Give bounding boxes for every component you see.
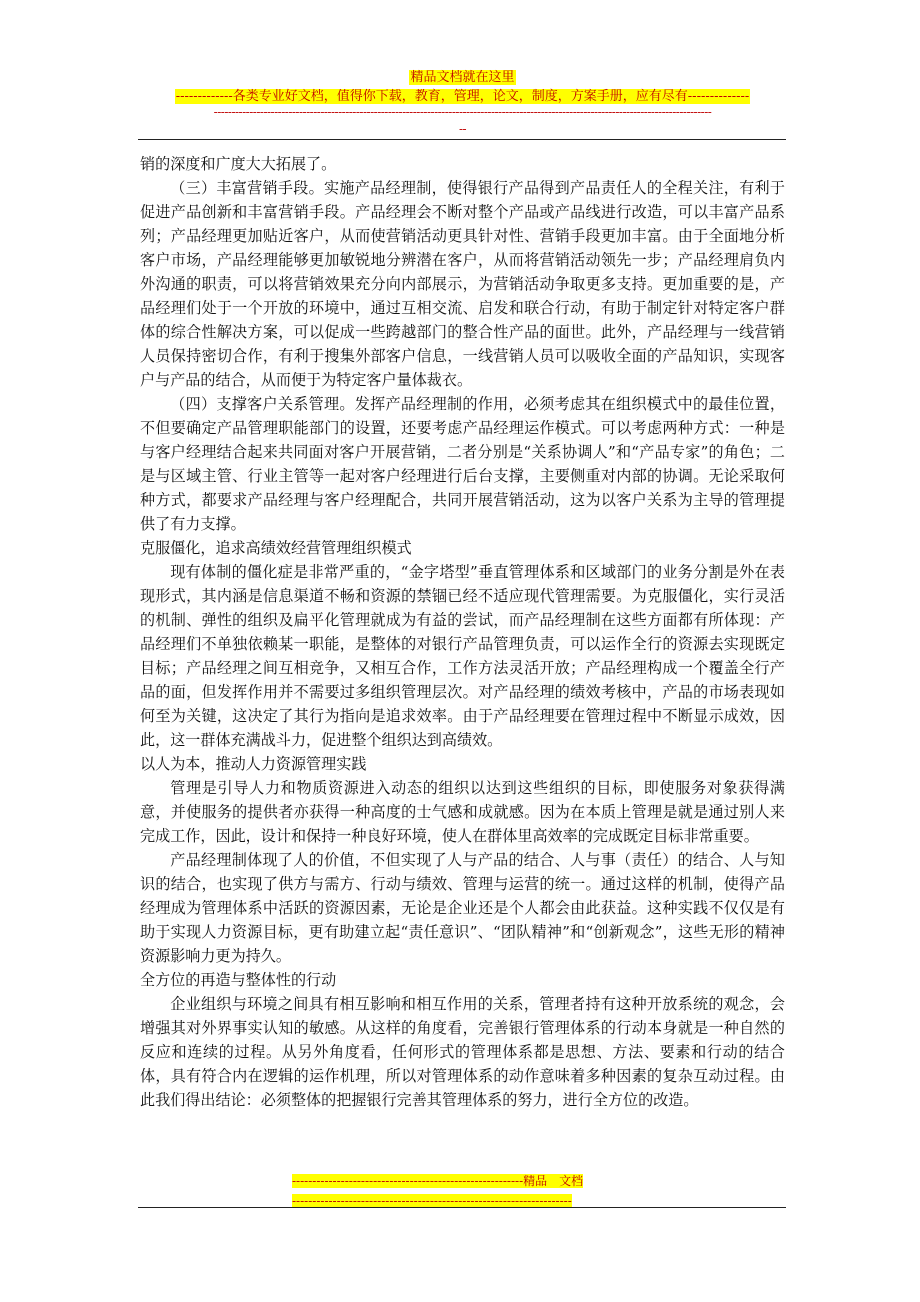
footer-line-1: ---------------------------------------------------------精品 文档 <box>292 1174 584 1188</box>
footer-rule <box>138 1207 786 1208</box>
section-heading: 以人为本，推动人力资源管理实践 <box>140 755 367 773</box>
document-body <box>140 152 785 1112</box>
paragraph: 企业组织与环境之间具有相互影响和相互作用的关系，管理者持有这种开放系统的观念，会增强其对外界事实认知的敏感。从这样的角度看，完善银行管理体系的行动本身就是一种自然的反应和连续的过程。从另外角度看，任何形式的管理体系都是思想、方法、要素和行动的结合体，具有符合内在逻辑的运作机理，所以对管理体系的动作意味着多种因素的复杂互动过程。由此我们得出结论：必须整体的把握银行完善其管理体系的努力，进行全方位的改造。 <box>140 995 785 1109</box>
footer <box>292 1170 628 1210</box>
section-heading: 销的深度和广度大大拓展了。 <box>140 155 337 173</box>
paragraph: 现有体制的僵化症是非常严重的，“金字塔型”垂直管理体系和区域部门的业务分割是外在表现形式，其内涵是信息渠道不畅和资源的禁锢已经不适应现代管理需要。为克服僵化，实行灵活的机制、弹性的组织及扁平化管理就成为有益的尝试，而产品经理制在这些方面都有所体现：产品经理们不单独依赖某一职能，是整体的对银行产品管理负责，可以运作全行的资源去实现既定目标；产品经理之间互相竞争，又相互合作，工作方法灵活开放；产品经理构成一个覆盖全行产品的面，但发挥作用并不需要过多组织管理层次。对产品经理的绩效考核中，产品的市场表现如何至为关键，这决定了其行为指向是追求效率。由于产品经理要在管理过程中不断显示成效，因此，这一群体充满战斗力，促进整个组织达到高绩效。 <box>140 563 785 749</box>
paragraph: （三）丰富营销手段。实施产品经理制，使得银行产品得到产品责任人的全程关注，有利于促进产品创新和丰富营销手段。产品经理会不断对整个产品或产品线进行改造，可以丰富产品系列；产品经理更加贴近客户，从而使营销活动更具针对性、营销手段更加丰富。由于全面地分析客户市场，产品经理能够更加敏锐地分辨潜在客户，从而将营销活动领先一步；产品经理肩负内外沟通的职责，可以将营销效果充分向内部展示，为营销活动争取更多支持。更加重要的是，产品经理们处于一个开放的环境中，通过互相交流、启发和联合行动，有助于制定针对特定客户群体的综合性解决方案，可以促成一些跨越部门的整合性产品的面世。此外，产品经理与一线营销人员保持密切合作，有利于搜集外部客户信息，一线营销人员可以吸收全面的产品知识，实现客户与产品的结合，从而便于为特定客户量体裁衣。 <box>140 179 785 389</box>
section-heading: 克服僵化，追求高绩效经营管理组织模式 <box>140 539 412 557</box>
header-subtitle: -------------各类专业好文档，值得你下载，教育，管理，论文，制度，方案手册，应有尽有-------------- <box>175 89 750 104</box>
footer-line-2: --------------------------------------------------------------------- <box>292 1194 572 1208</box>
header-dash-tail: -- <box>458 122 467 136</box>
header-rule <box>138 139 786 140</box>
section-heading: 全方位的再造与整体性的行动 <box>140 971 337 989</box>
paragraph: 管理是引导人力和物质资源进入动态的组织以达到这些组织的目标，即使服务对象获得满意，并使服务的提供者亦获得一种高度的士气感和成就感。因为在本质上管理是就是通过别人来完成工作，因此，设计和保持一种良好环境，使人在群体里高效率的完成既定目标非常重要。 <box>140 779 785 845</box>
header-subtitle-row <box>140 85 785 105</box>
header-title: 精品文档就在这里 <box>410 70 515 85</box>
paragraph: （四）支撑客户关系管理。发挥产品经理制的作用，必须考虑其在组织模式中的最佳位置，不但要确定产品管理职能部门的设置，还要考虑产品经理运作模式。可以考虑两种方式：一种是与客户经理结合起来共同面对客户开展营销，二者分别是“关系协调人”和“产品专家”的角色；二是与区域主管、行业主管等一起对客户经理进行后台支撑，主要侧重对内部的协调。无论采取何种方式，都要求产品经理与客户经理配合，共同开展营销活动，这为以客户关系为主导的管理提供了有力支撑。 <box>140 395 785 533</box>
paragraph: 产品经理制体现了人的价值，不但实现了人与产品的结合、人与事（责任）的结合、人与知识的结合，也实现了供方与需方、行动与绩效、管理与运营的统一。通过这样的机制，使得产品经理成为管理体系中活跃的资源因素，无论是企业还是个人都会由此获益。这种实践不仅仅是有助于实现人力资源目标，更有助建立起“责任意识”、“团队精神”和“创新观念”，这些无形的精神资源影响力更为持久。 <box>140 851 785 965</box>
header-dash-line: -------------------------------------------------------------------------------------------------------------------------------------------- <box>213 105 712 119</box>
header-title-row <box>140 66 785 86</box>
